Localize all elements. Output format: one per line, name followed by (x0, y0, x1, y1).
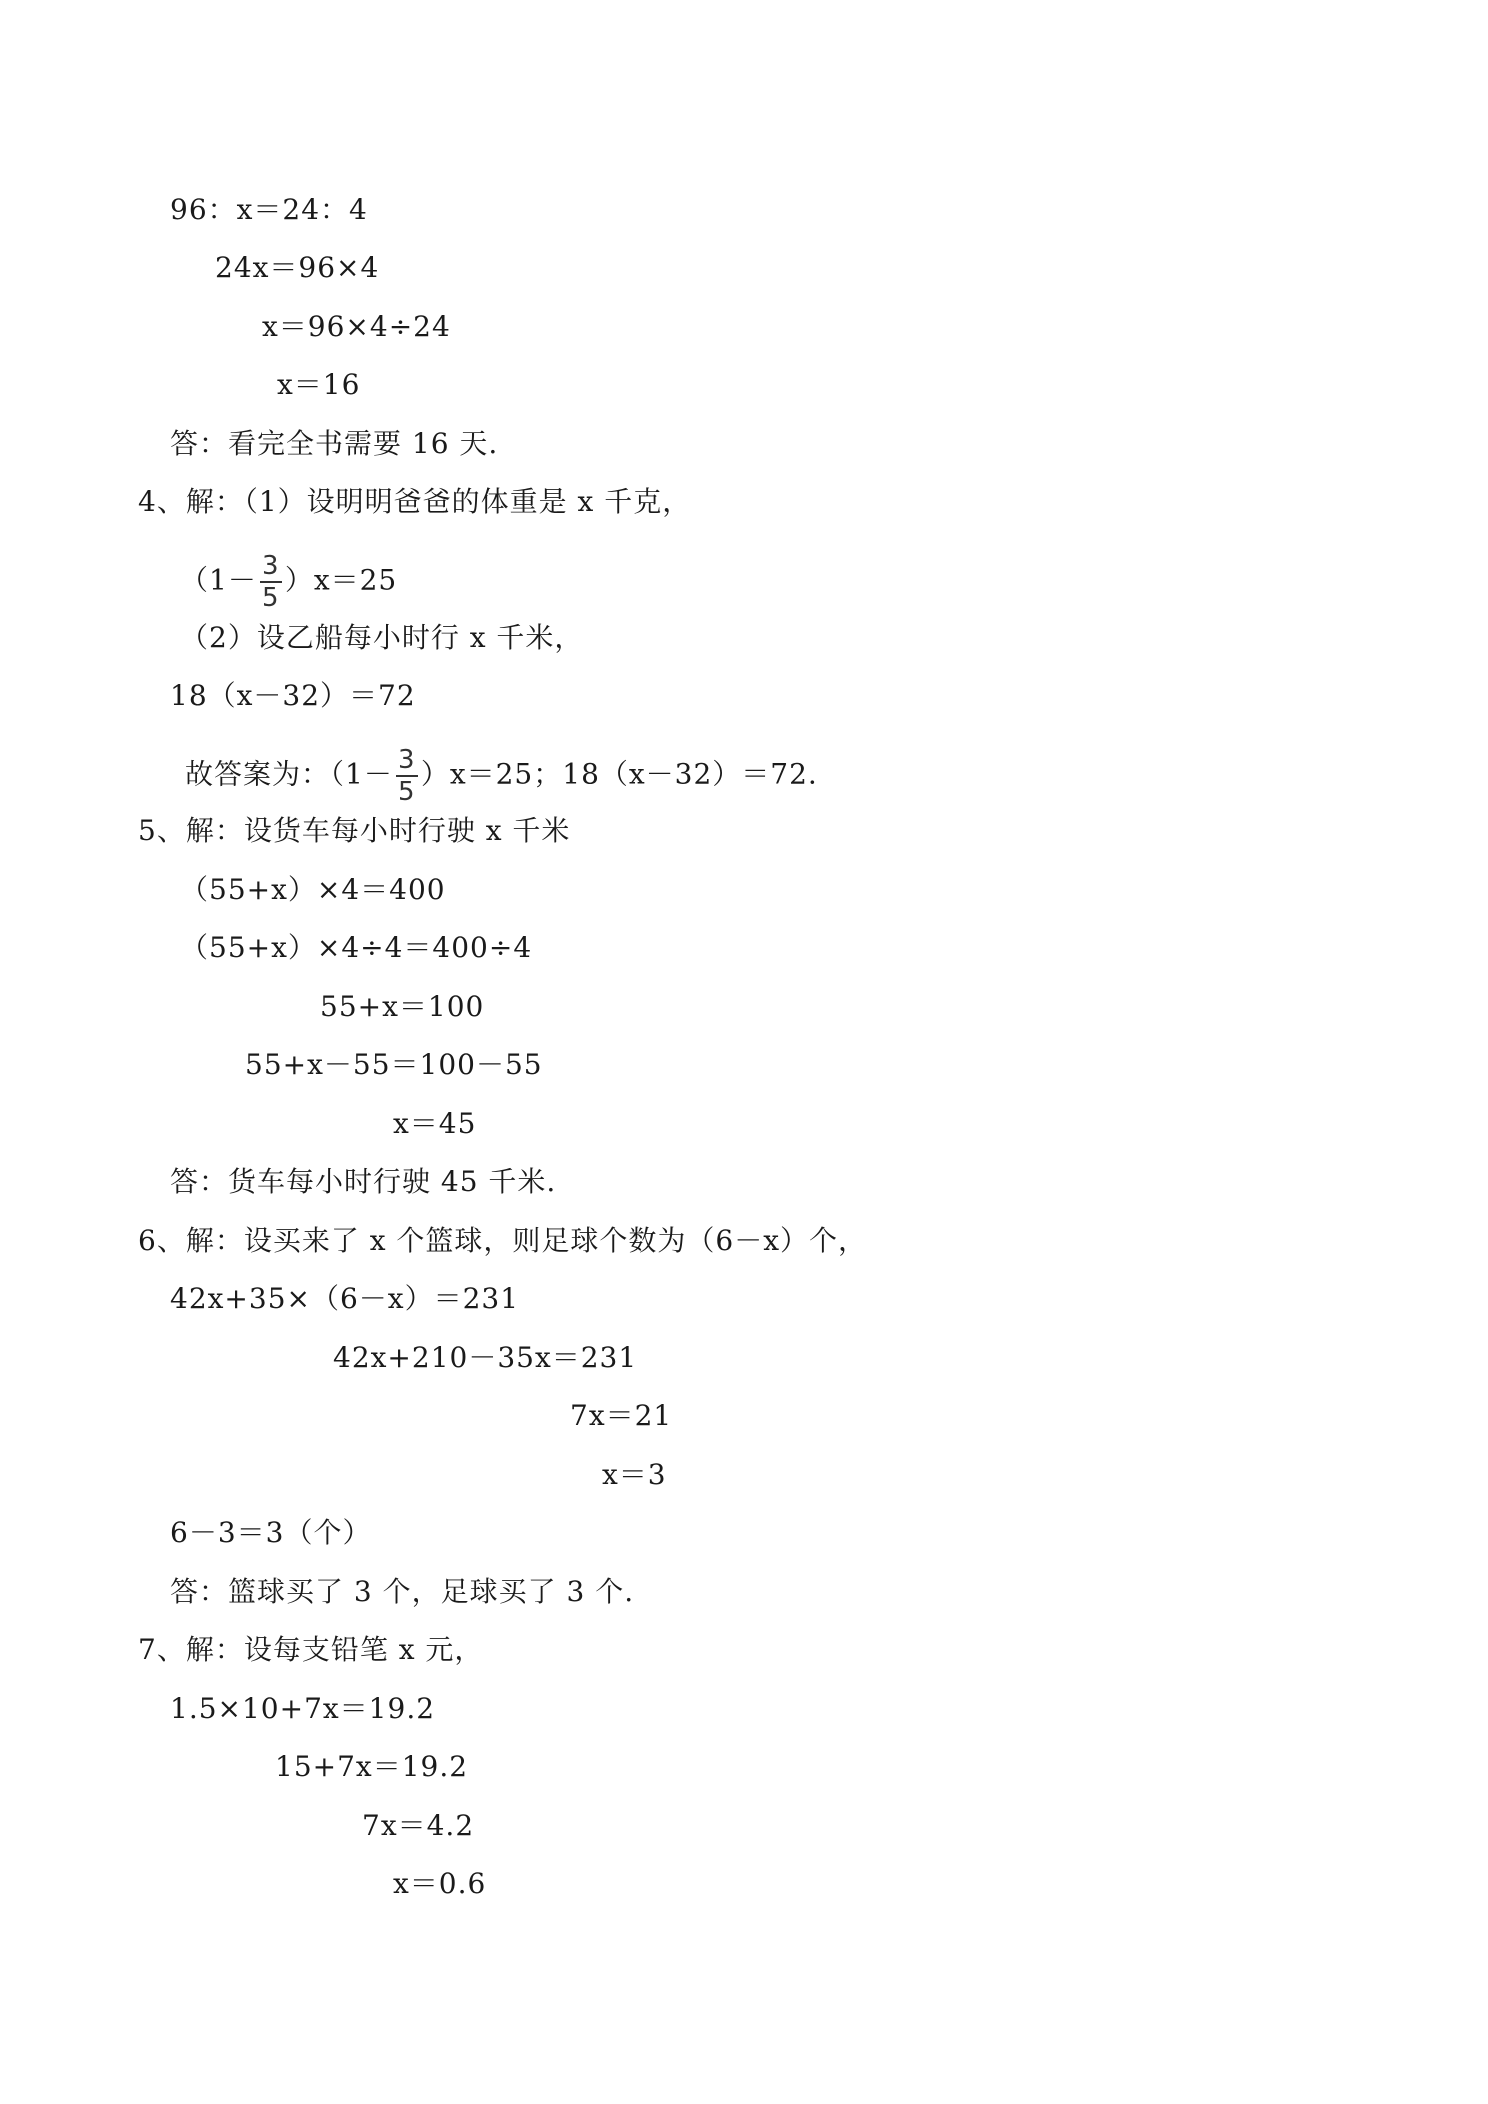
equation-line: 55+x－55＝100－55 (245, 1048, 543, 1081)
problem-heading: 7、解：设每支铅笔 x 元， (138, 1633, 484, 1666)
fraction (396, 747, 418, 805)
equation-suffix: ）x＝25 (284, 563, 398, 597)
equation-line: 7x＝21 (570, 1399, 673, 1432)
problem-heading: 6、解：设买来了 x 个篮球，则足球个数为（6－x）个， (138, 1224, 868, 1257)
equation-line: （55+x）×4÷4＝400÷4 (180, 931, 533, 964)
equation-line: x＝16 (277, 368, 361, 401)
equation-line: 96：x＝24：4 (170, 193, 368, 226)
equation-line-with-fraction (180, 553, 397, 611)
answer-line: 答：货车每小时行驶 45 千米. (170, 1165, 557, 1198)
fraction-numerator: 3 (398, 745, 416, 775)
answer-line-with-fraction (185, 747, 818, 805)
equation-line: 1.5×10+7x＝19.2 (170, 1692, 436, 1725)
equation-line: 42x+210－35x＝231 (333, 1341, 638, 1374)
equation-prefix: （1－ (180, 563, 257, 597)
equation-line: 42x+35×（6－x）＝231 (170, 1282, 520, 1315)
equation-line: 55+x＝100 (320, 990, 485, 1023)
equation-line: x＝3 (602, 1458, 667, 1491)
fraction-denominator: 5 (398, 777, 416, 807)
equation-line: （55+x）×4＝400 (180, 873, 446, 906)
equation-line: 7x＝4.2 (362, 1809, 475, 1842)
fraction (260, 553, 282, 611)
equation-line: 6－3＝3（个） (170, 1516, 372, 1549)
answer-line: 答：篮球买了 3 个，足球买了 3 个. (170, 1575, 635, 1608)
fraction-denominator: 5 (262, 583, 280, 613)
equation-line: x＝96×4÷24 (262, 310, 451, 343)
equation-line: x＝0.6 (393, 1867, 487, 1900)
equation-line: x＝45 (393, 1107, 477, 1140)
problem-heading: 4、解：（1）设明明爸爸的体重是 x 千克， (138, 485, 692, 518)
problem-heading: 5、解：设货车每小时行驶 x 千米 (138, 814, 571, 847)
answer-line: 答：看完全书需要 16 天. (170, 427, 499, 460)
answer-prefix: 故答案为：（1－ (185, 757, 393, 791)
equation-line: 18（x－32）＝72 (170, 679, 416, 712)
fraction-numerator: 3 (262, 551, 280, 581)
equation-line: 15+7x＝19.2 (275, 1750, 469, 1783)
answer-suffix: ）x＝25；18（x－32）＝72. (420, 757, 818, 791)
equation-line: （2）设乙船每小时行 x 千米， (180, 621, 584, 654)
equation-line: 24x＝96×4 (215, 251, 380, 284)
